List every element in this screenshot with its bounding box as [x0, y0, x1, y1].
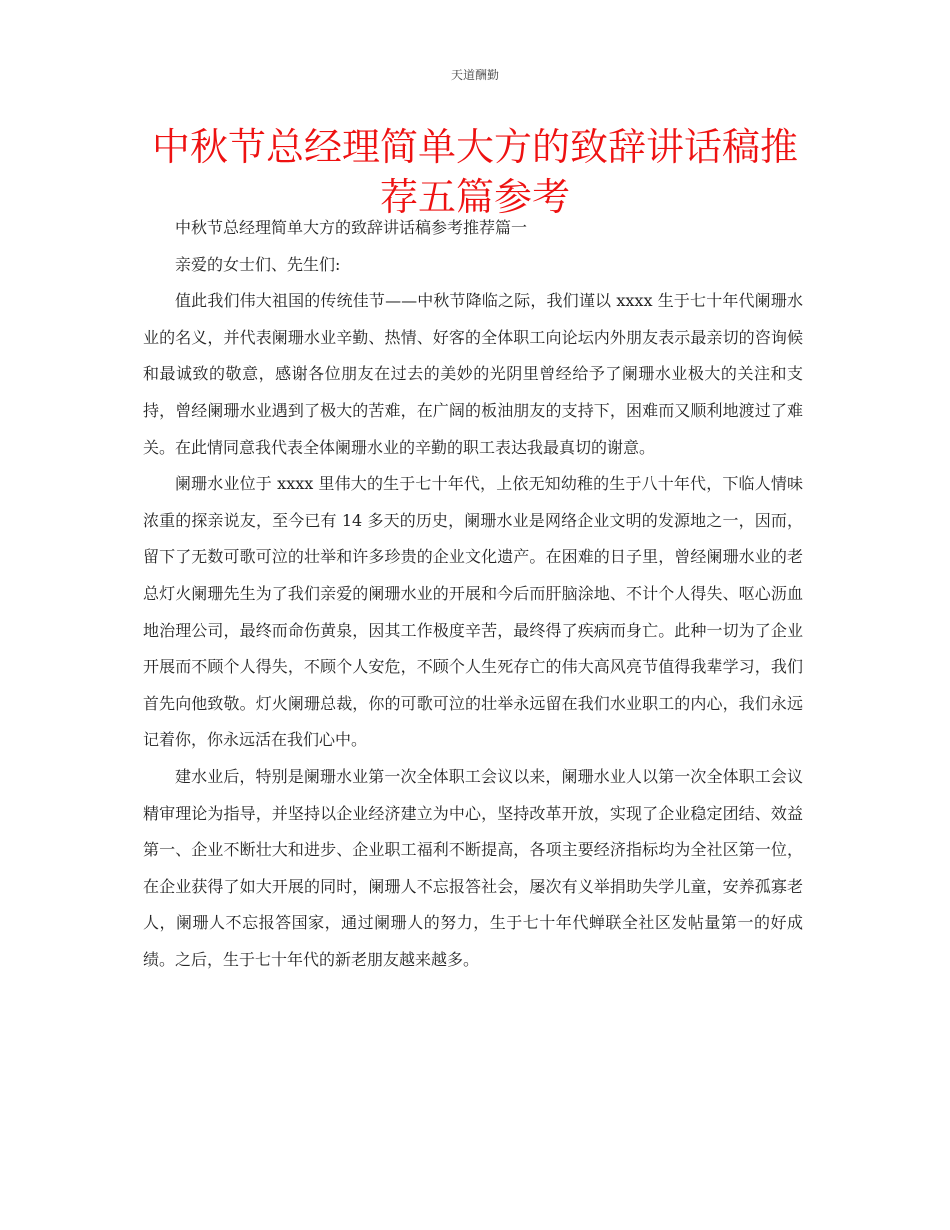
- section-heading: 中秋节总经理简单大方的致辞讲话稿参考推荐篇一: [175, 218, 528, 237]
- document-body: [143, 210, 803, 978]
- salutation: 亲爱的女士们、先生们:: [175, 254, 341, 274]
- paragraph: 值此我们伟大祖国的传统佳节——中秋节降临之际，我们谨以 xxxx 生于七十年代阑珊水业的名义，并代表阑珊水业辛勤、热情、好客的全体职工向论坛内外朋友表示最亲切的咨询候和最诚致的敬意，感谢各位朋友在过去的美妙的光阴里曾经给予了阑珊水业极大的关注和支持，曾经阑珊水业遇到了极大的苦难，在广阔的板油朋友的支持下，困难而又顺利地渡过了难关。在此情同意我代表全体阑珊水业的辛勤的职工表达我最真切的谢意。: [143, 291, 803, 457]
- document-title: 中秋节总经理简单大方的致辞讲话稿推荐五篇参考: [151, 125, 798, 219]
- paragraph: 阑珊水业位于 xxxx 里伟大的生于七十年代，上依无知幼稚的生于八十年代，下临人情味浓重的探亲说友，至今已有 14 多天的历史，阑珊水业是网络企业文明的发源地之一，因而，留下了无数可歌可泣的壮举和许多珍贵的企业文化遗产。在困难的日子里，曾经阑珊水业的老总灯火阑珊先生为了我们亲爱的阑珊水业的开展和今后而肝脑涂地、不计个人得失、呕心沥血地治理公司，最终而命伤黄泉，因其工作极度辛苦，最终得了疾病而身亡。此种一切为了企业开展而不顾个人得失，不顾个人安危，不顾个人生死存亡的伟大高风亮节值得我辈学习，我们首先向他致敬。灯火阑珊总裁，你的可歌可泣的壮举永远留在我们水业职工的内心，我们永远记着你，你永远活在我们心中。: [143, 474, 803, 750]
- page-header: 天道酬勤: [450, 68, 499, 82]
- paragraph: 建水业后，特别是阑珊水业第一次全体职工会议以来，阑珊水业人以第一次全体职工会议精审理论为指导，并坚持以企业经济建立为中心，坚持改革开放，实现了企业稳定团结、效益第一、企业不断壮大和进步、企业职工福利不断提高，各项主要经济指标均为全社区第一位，在企业获得了如大开展的同时，阑珊人不忘报答社会，屡次有义举捐助失学儿童，安养孤寡老人，阑珊人不忘报答国家，通过阑珊人的努力，生于七十年代蝉联全社区发帖量第一的好成绩。之后，生于七十年代的新老朋友越来越多。: [143, 766, 803, 969]
